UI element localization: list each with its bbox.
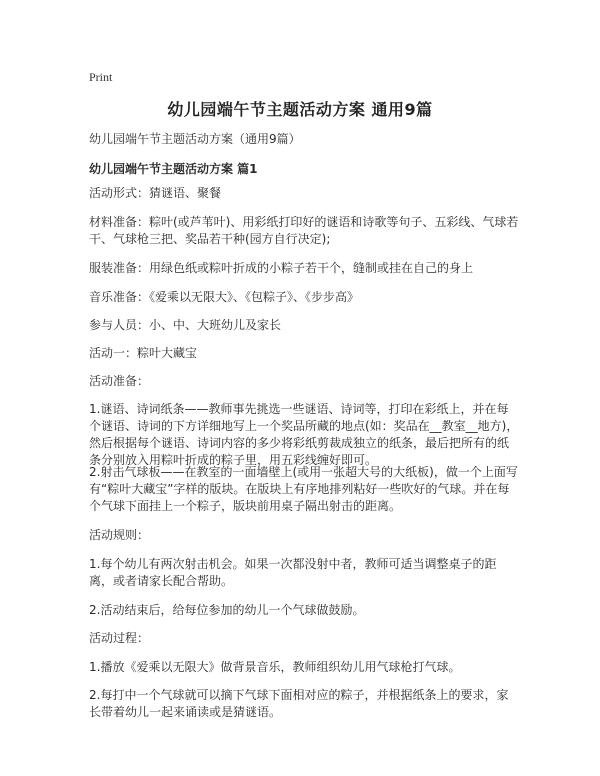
- paragraph-costume: 服装准备：用绿色纸或粽叶折成的小粽子若干个，缝制或挂在自己的身上: [89, 261, 474, 275]
- document-subtitle: 幼儿园端午节主题活动方案（通用9篇）: [89, 132, 301, 146]
- paragraph-activity-one: 活动一：粽叶大藏宝: [89, 346, 198, 360]
- paragraph-activity-form: 活动形式：猜谜语、聚餐: [89, 186, 222, 200]
- paragraph-rules-heading: 活动规则：: [89, 528, 150, 542]
- paragraph-preparation-heading: 活动准备：: [89, 374, 150, 388]
- section-heading: 幼儿园端午节主题活动方案 篇1: [89, 162, 258, 176]
- paragraph-participants: 参与人员：小、中、大班幼儿及家长: [89, 318, 282, 332]
- paragraph-riddle-strips: 1.谜语、诗词纸条——教师事先挑选一些谜语、诗词等，打印在彩纸上，并在每个谜语、诗词的下方详细地写上一个奖品所藏的地点(如：奖品在__教室__地方)，然后根据每个谜语、诗词内容的多少将彩纸剪裁成独立的纸条，最后把所有的纸条分别放入用粽叶折成的粽子里，用五彩线缠好即可。: [89, 402, 519, 467]
- paragraph-materials: 材料准备：粽叶(或芦苇叶)、用彩纸打印好的谜语和诗歌等句子、五彩线、气球若干、气球枪三把、奖品若干种(园方自行决定);: [89, 215, 519, 246]
- document-title: 幼儿园端午节主题活动方案 通用9篇: [167, 100, 433, 119]
- paragraph-rule-two: 2.活动结束后，给每位参加的幼儿一个气球做鼓励。: [89, 603, 365, 617]
- paragraph-rule-one: 1.每个幼儿有两次射击机会。如果一次都没射中者，教师可适当调整桌子的距离，或者请家长配合帮助。: [89, 557, 497, 588]
- paragraph-process-two: 2.每打中一个气球就可以摘下气球下面相对应的粽子，并根据纸条上的要求，家长带着幼儿一起来诵读或是猜谜语。: [89, 688, 509, 719]
- paragraph-process-one: 1.播放《爱乘以无限大》做背景音乐，教师组织幼儿用气球枪打气球。: [89, 660, 461, 674]
- paragraph-music: 音乐准备：《爱乘以无限大》、《包粽子》、《步步高》: [89, 290, 360, 304]
- print-link[interactable]: Print: [89, 70, 113, 84]
- paragraph-process-heading: 活动过程：: [89, 631, 150, 645]
- paragraph-balloon-board: 2.射击气球板——在教室的一面墙壁上(或用一张超大号的大纸板)，做一个上面写有“粽叶大藏宝”字样的版块。在版块上有序地排列粘好一些吹好的气球。并在每个气球下面挂上一个粽子，版块前用桌子隔出射击的距离。: [89, 465, 518, 513]
